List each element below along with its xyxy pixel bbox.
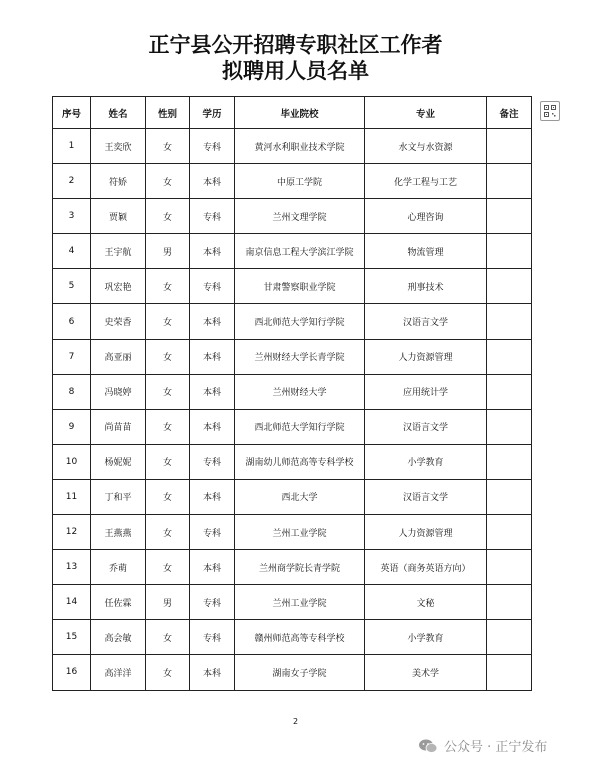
cell-remarks <box>487 655 532 690</box>
cell-remarks <box>487 444 532 479</box>
table-row <box>53 234 532 269</box>
cell-remarks <box>487 269 532 304</box>
cell-index: 10 <box>53 444 91 479</box>
cell-name: 冯晓婷 <box>91 374 146 409</box>
cell-remarks <box>487 620 532 655</box>
cell-index: 2 <box>53 164 91 199</box>
cell-remarks <box>487 585 532 620</box>
cell-name: 乔萌 <box>91 550 146 585</box>
table-row <box>53 304 532 339</box>
cell-education: 本科 <box>190 409 235 444</box>
cell-school: 兰州商学院长青学院 <box>235 550 365 585</box>
cell-major: 水文与水资源 <box>365 129 487 164</box>
cell-school: 南京信息工程大学滨江学院 <box>235 234 365 269</box>
cell-school: 西北师范大学知行学院 <box>235 304 365 339</box>
cell-school: 兰州工业学院 <box>235 515 365 550</box>
cell-school: 湖南幼儿师范高等专科学校 <box>235 444 365 479</box>
cell-gender: 女 <box>146 269 190 304</box>
cell-school: 黄河水利职业技术学院 <box>235 129 365 164</box>
header-remarks: 备注 <box>487 97 532 129</box>
cell-education: 专科 <box>190 585 235 620</box>
table-row <box>53 620 532 655</box>
cell-index: 16 <box>53 655 91 690</box>
cell-index: 7 <box>53 339 91 374</box>
cell-major: 汉语言文学 <box>365 479 487 514</box>
cell-index: 13 <box>53 550 91 585</box>
hiring-list-table <box>52 96 532 691</box>
cell-gender: 女 <box>146 550 190 585</box>
cell-remarks <box>487 304 532 339</box>
cell-education: 本科 <box>190 339 235 374</box>
cell-school: 湖南女子学院 <box>235 655 365 690</box>
cell-gender: 女 <box>146 655 190 690</box>
cell-index: 5 <box>53 269 91 304</box>
header-gender: 性别 <box>146 97 190 129</box>
cell-name: 巩宏艳 <box>91 269 146 304</box>
cell-remarks <box>487 550 532 585</box>
cell-education: 本科 <box>190 655 235 690</box>
cell-major: 美术学 <box>365 655 487 690</box>
cell-school: 兰州财经大学 <box>235 374 365 409</box>
cell-name: 杨妮妮 <box>91 444 146 479</box>
cell-index: 1 <box>53 129 91 164</box>
cell-school: 赣州师范高等专科学校 <box>235 620 365 655</box>
table-row <box>53 164 532 199</box>
cell-school: 兰州财经大学长青学院 <box>235 339 365 374</box>
wechat-icon <box>418 738 438 754</box>
table-row <box>53 339 532 374</box>
cell-index: 14 <box>53 585 91 620</box>
header-school: 毕业院校 <box>235 97 365 129</box>
cell-education: 专科 <box>190 269 235 304</box>
table-row <box>53 585 532 620</box>
cell-major: 刑事技术 <box>365 269 487 304</box>
cell-name: 王宇航 <box>91 234 146 269</box>
cell-major: 英语（商务英语方向） <box>365 550 487 585</box>
cell-education: 本科 <box>190 374 235 409</box>
table-row <box>53 199 532 234</box>
cell-education: 本科 <box>190 234 235 269</box>
cell-gender: 女 <box>146 444 190 479</box>
cell-remarks <box>487 164 532 199</box>
cell-name: 王燕燕 <box>91 515 146 550</box>
cell-gender: 女 <box>146 164 190 199</box>
cell-gender: 女 <box>146 129 190 164</box>
table-row <box>53 409 532 444</box>
cell-education: 本科 <box>190 304 235 339</box>
page-title: 正宁县公开招聘专职社区工作者 <box>148 32 443 57</box>
cell-gender: 女 <box>146 374 190 409</box>
cell-education: 专科 <box>190 199 235 234</box>
cell-major: 物流管理 <box>365 234 487 269</box>
header-name: 姓名 <box>91 97 146 129</box>
cell-major: 人力资源管理 <box>365 515 487 550</box>
cell-major: 小学教育 <box>365 620 487 655</box>
qr-code-button[interactable] <box>540 101 560 121</box>
cell-index: 12 <box>53 515 91 550</box>
cell-school: 西北师范大学知行学院 <box>235 409 365 444</box>
cell-name: 丁和平 <box>91 479 146 514</box>
cell-name: 王奕欣 <box>91 129 146 164</box>
watermark <box>418 736 547 755</box>
cell-education: 本科 <box>190 479 235 514</box>
cell-school: 甘肃警察职业学院 <box>235 269 365 304</box>
page-number: 2 <box>292 717 299 726</box>
header-major: 专业 <box>365 97 487 129</box>
cell-gender: 女 <box>146 304 190 339</box>
cell-index: 11 <box>53 479 91 514</box>
cell-gender: 男 <box>146 234 190 269</box>
table-body <box>53 129 532 691</box>
cell-index: 3 <box>53 199 91 234</box>
cell-school: 中原工学院 <box>235 164 365 199</box>
cell-remarks <box>487 199 532 234</box>
cell-remarks <box>487 234 532 269</box>
cell-school: 兰州工业学院 <box>235 585 365 620</box>
cell-remarks <box>487 339 532 374</box>
cell-remarks <box>487 479 532 514</box>
cell-name: 高亚丽 <box>91 339 146 374</box>
watermark-text: 公众号 · 正宁发布 <box>444 740 548 755</box>
cell-education: 专科 <box>190 515 235 550</box>
table-row <box>53 129 532 164</box>
cell-school: 兰州文理学院 <box>235 199 365 234</box>
cell-major: 化学工程与工艺 <box>365 164 487 199</box>
table-row <box>53 374 532 409</box>
cell-gender: 男 <box>146 585 190 620</box>
cell-education: 本科 <box>190 164 235 199</box>
cell-gender: 女 <box>146 515 190 550</box>
header-index: 序号 <box>53 97 91 129</box>
cell-remarks <box>487 374 532 409</box>
cell-name: 尚苗苗 <box>91 409 146 444</box>
cell-index: 6 <box>53 304 91 339</box>
cell-gender: 女 <box>146 620 190 655</box>
page-subtitle: 拟聘用人员名单 <box>222 58 369 83</box>
table-row <box>53 550 532 585</box>
table-row <box>53 655 532 690</box>
cell-gender: 女 <box>146 199 190 234</box>
cell-education: 专科 <box>190 129 235 164</box>
cell-name: 符娇 <box>91 164 146 199</box>
cell-index: 15 <box>53 620 91 655</box>
table-row <box>53 479 532 514</box>
cell-major: 应用统计学 <box>365 374 487 409</box>
cell-education: 专科 <box>190 620 235 655</box>
cell-major: 小学教育 <box>365 444 487 479</box>
qr-code-icon <box>544 102 556 121</box>
cell-education: 专科 <box>190 444 235 479</box>
cell-major: 文秘 <box>365 585 487 620</box>
cell-remarks <box>487 129 532 164</box>
cell-index: 8 <box>53 374 91 409</box>
cell-gender: 女 <box>146 479 190 514</box>
cell-index: 9 <box>53 409 91 444</box>
cell-name: 高洋洋 <box>91 655 146 690</box>
header-education: 学历 <box>190 97 235 129</box>
table-header-row <box>53 97 532 129</box>
cell-education: 本科 <box>190 550 235 585</box>
cell-name: 史荣香 <box>91 304 146 339</box>
cell-index: 4 <box>53 234 91 269</box>
cell-name: 高会敏 <box>91 620 146 655</box>
cell-remarks <box>487 409 532 444</box>
cell-gender: 女 <box>146 409 190 444</box>
table-row <box>53 515 532 550</box>
cell-major: 汉语言文学 <box>365 409 487 444</box>
table-row <box>53 269 532 304</box>
cell-name: 贾颖 <box>91 199 146 234</box>
cell-remarks <box>487 515 532 550</box>
table-row <box>53 444 532 479</box>
cell-major: 人力资源管理 <box>365 339 487 374</box>
cell-school: 西北大学 <box>235 479 365 514</box>
cell-name: 任佐霖 <box>91 585 146 620</box>
cell-major: 汉语言文学 <box>365 304 487 339</box>
cell-major: 心理咨询 <box>365 199 487 234</box>
cell-gender: 女 <box>146 339 190 374</box>
